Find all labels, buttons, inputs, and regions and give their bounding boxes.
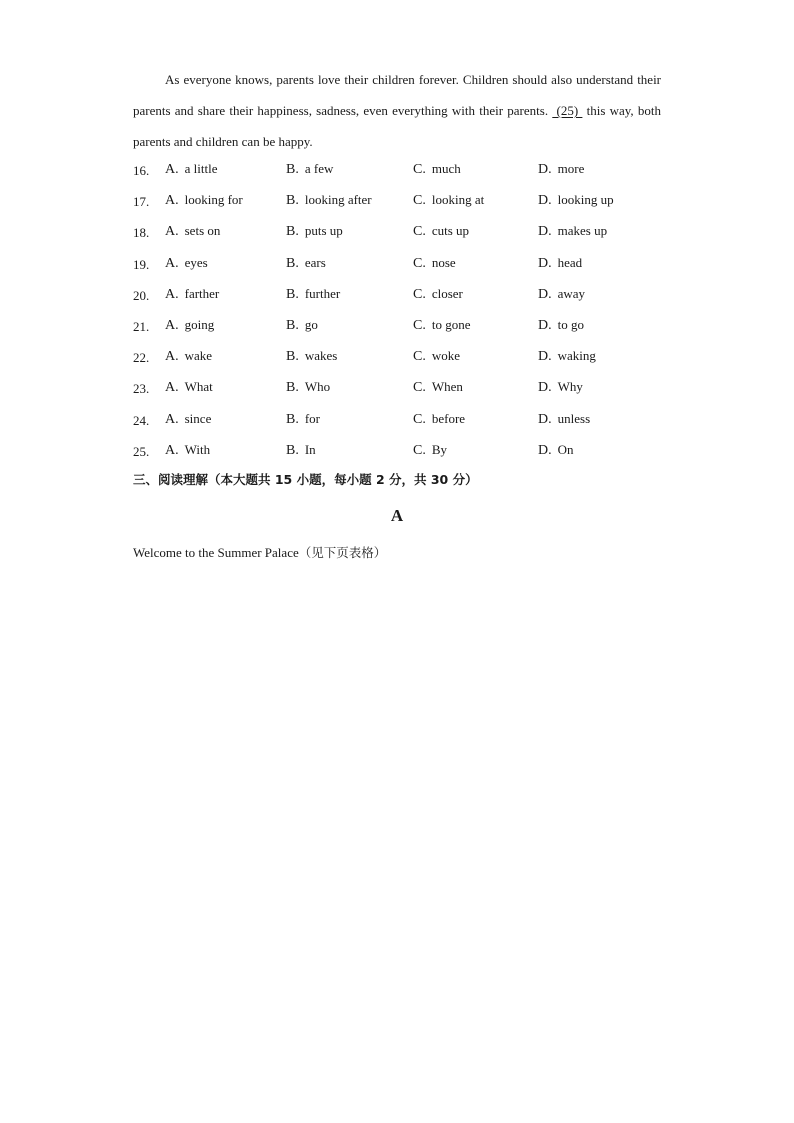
option-text: Why: [557, 379, 583, 395]
option-letter: D.: [538, 411, 552, 427]
option-letter: A.: [165, 224, 179, 240]
option-letter: C.: [413, 411, 426, 427]
option-b: [286, 282, 340, 307]
option-b: [286, 251, 326, 276]
option-a: [165, 344, 212, 369]
option-d: [538, 188, 614, 213]
option-text: With: [184, 441, 211, 457]
option-letter: B.: [286, 349, 299, 365]
option-b: [286, 313, 318, 338]
option-d: [538, 282, 585, 307]
passage-paragraph: [133, 64, 661, 157]
option-letter: D.: [538, 255, 552, 271]
option-text: more: [557, 161, 585, 176]
option-c: [413, 219, 469, 244]
option-text: head: [557, 254, 583, 270]
option-letter: C.: [413, 255, 426, 271]
question-row: [133, 313, 673, 344]
question-row: [133, 188, 673, 219]
option-text: cuts up: [431, 223, 470, 239]
option-c: [413, 313, 470, 338]
question-row: [133, 219, 673, 250]
passage-line-2: their parents and share their happiness, sadness, even everything with their: [133, 72, 662, 118]
option-text: looking after: [304, 192, 372, 208]
option-letter: A.: [165, 162, 179, 177]
option-text: sets on: [184, 223, 221, 239]
option-text: looking at: [431, 192, 485, 208]
cloze-options-list: [133, 157, 673, 469]
option-text: makes up: [557, 223, 608, 239]
question-row: [133, 344, 673, 375]
option-c: [413, 188, 484, 213]
option-text: puts up: [304, 223, 343, 239]
option-text: wakes: [304, 348, 338, 364]
option-text: looking for: [184, 192, 243, 208]
option-letter: A.: [165, 286, 179, 302]
option-a: [165, 251, 208, 276]
option-text: before: [431, 410, 466, 426]
option-b: [286, 344, 337, 369]
option-d: [538, 375, 583, 400]
option-letter: B.: [286, 286, 299, 302]
option-text: What: [184, 379, 213, 395]
option-text: woke: [431, 348, 461, 364]
option-letter: A.: [165, 193, 179, 209]
option-b: [286, 219, 343, 244]
question-row: [133, 157, 673, 188]
option-letter: C.: [413, 349, 426, 365]
question-row: [133, 407, 673, 438]
option-c: [413, 282, 463, 307]
passage-line-1: As everyone knows, parents love their children forever. Children should also understand: [165, 72, 634, 87]
option-text: waking: [557, 348, 596, 364]
option-letter: B.: [286, 162, 299, 177]
passage-line-3-prefix: parents.: [507, 103, 553, 118]
option-text: closer: [431, 285, 463, 301]
passage-line-3-suffix: this way, both parents and children can be happy.: [133, 103, 661, 149]
option-text: away: [557, 285, 586, 301]
section-heading-reading: 三、阅读理解（本大题共 15 小题，每小题 2 分，共 30 分）: [133, 472, 478, 487]
option-letter: B.: [286, 411, 299, 427]
question-number: 17.: [133, 194, 150, 210]
option-b: [286, 188, 372, 213]
option-c: [413, 157, 461, 182]
option-a: [165, 282, 219, 307]
option-letter: D.: [538, 317, 552, 333]
option-text: going: [184, 316, 215, 332]
option-text: unless: [557, 410, 591, 426]
option-letter: C.: [413, 286, 426, 302]
option-letter: B.: [286, 442, 299, 458]
option-d: [538, 157, 584, 182]
option-b: [286, 157, 333, 182]
option-text: By: [431, 441, 448, 457]
option-a: [165, 375, 213, 400]
question-number: 23.: [133, 381, 150, 397]
question-row: [133, 282, 673, 313]
option-d: [538, 251, 582, 276]
question-number: 25.: [133, 443, 150, 459]
option-letter: A.: [165, 349, 179, 365]
question-number: 19.: [133, 256, 150, 272]
option-a: [165, 188, 243, 213]
option-letter: C.: [413, 317, 426, 333]
passage-intro-note: （见下页表格）: [298, 545, 387, 560]
option-a: [165, 157, 217, 182]
option-c: [413, 375, 463, 400]
option-d: [538, 438, 574, 463]
option-d: [538, 313, 584, 338]
option-b: [286, 375, 330, 400]
option-c: [413, 344, 460, 369]
option-letter: B.: [286, 224, 299, 240]
option-letter: B.: [286, 193, 299, 209]
option-b: [286, 407, 320, 432]
option-letter: A.: [165, 411, 179, 427]
option-letter: D.: [538, 162, 552, 177]
question-number: 22.: [133, 350, 150, 366]
option-b: [286, 438, 316, 463]
option-text: ears: [304, 254, 326, 270]
option-text: looking up: [557, 192, 614, 208]
option-text: Who: [304, 379, 331, 395]
option-d: [538, 407, 590, 432]
question-row: [133, 438, 673, 469]
option-a: [165, 407, 211, 432]
question-number: 18.: [133, 225, 150, 241]
option-a: [165, 313, 214, 338]
question-row: [133, 251, 673, 282]
part-letter-heading: A: [390, 506, 404, 525]
option-letter: C.: [413, 442, 426, 458]
option-letter: A.: [165, 380, 179, 396]
blank-25: (25): [552, 103, 583, 118]
option-letter: C.: [413, 193, 426, 209]
option-c: [413, 438, 447, 463]
option-letter: D.: [538, 224, 552, 240]
option-text: further: [304, 285, 341, 301]
option-text: When: [431, 379, 463, 395]
option-text: for: [304, 410, 321, 426]
option-letter: B.: [286, 317, 299, 333]
option-letter: B.: [286, 255, 299, 271]
option-text: farther: [184, 285, 220, 301]
question-number: 20.: [133, 287, 150, 303]
option-letter: D.: [538, 286, 552, 302]
option-letter: D.: [538, 442, 552, 458]
passage-intro-line: [133, 543, 386, 561]
option-text: a little: [184, 161, 218, 176]
option-text: On: [557, 441, 574, 457]
option-letter: A.: [165, 317, 179, 333]
question-number: 16.: [133, 163, 150, 178]
option-a: [165, 219, 220, 244]
option-text: wake: [184, 348, 213, 364]
option-c: [413, 407, 465, 432]
option-text: to go: [557, 316, 584, 332]
option-letter: B.: [286, 380, 299, 396]
option-text: eyes: [184, 254, 208, 270]
option-letter: D.: [538, 380, 552, 396]
option-a: [165, 438, 210, 463]
option-d: [538, 219, 607, 244]
question-row: [133, 375, 673, 406]
option-letter: A.: [165, 255, 179, 271]
option-letter: C.: [413, 162, 426, 177]
option-c: [413, 251, 456, 276]
option-text: a few: [304, 161, 334, 176]
option-letter: D.: [538, 349, 552, 365]
option-text: nose: [431, 254, 456, 270]
option-letter: A.: [165, 442, 179, 458]
option-letter: C.: [413, 380, 426, 396]
option-text: In: [304, 441, 316, 457]
option-letter: C.: [413, 224, 426, 240]
option-text: to gone: [431, 316, 471, 332]
option-text: much: [431, 161, 461, 176]
option-text: since: [184, 410, 212, 426]
question-number: 21.: [133, 318, 150, 334]
option-text: go: [304, 316, 318, 332]
option-letter: D.: [538, 193, 552, 209]
question-number: 24.: [133, 412, 150, 428]
option-d: [538, 344, 596, 369]
passage-intro-title: Welcome to the Summer Palace: [133, 545, 299, 560]
